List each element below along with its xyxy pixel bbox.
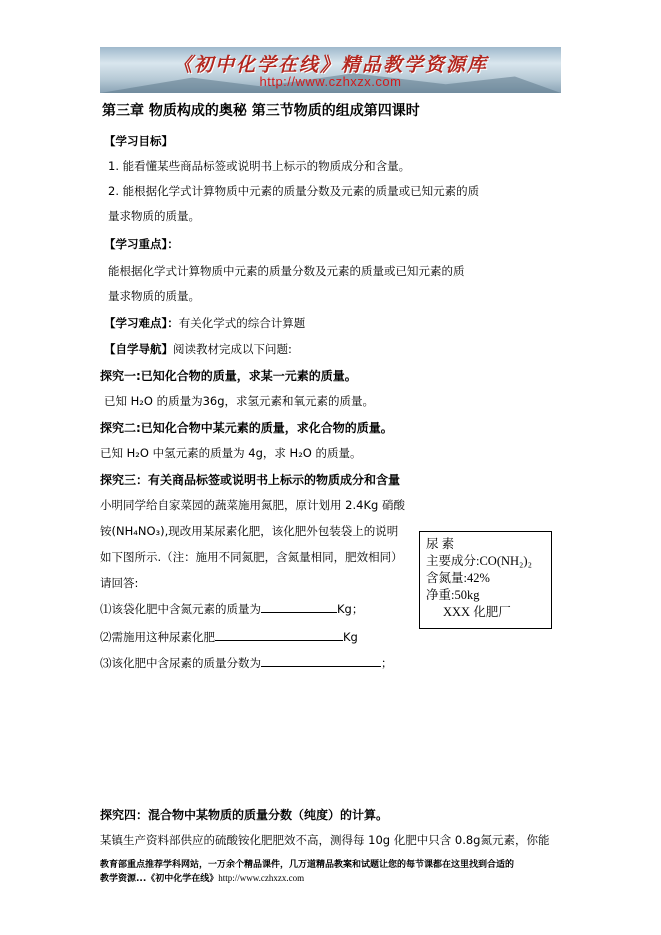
question-2-unit: Kg [343,630,358,644]
answer-blank-1[interactable] [261,601,337,613]
question-2 [100,629,358,645]
focus-text: 能根据化学式计算物质中元素的质量分数及元素的质量或已知元素的质 [108,264,465,278]
explore-3-p3: 如下图所示.（注：施用不同氮肥，含氮量相同，肥效相同） [100,550,403,564]
goal-2: 2. 能根据化学式计算物质中元素的质量分数及元素的质量或已知元素的质 [108,184,480,198]
label-nitrogen: 含氮量:42% [426,571,490,585]
page-title: 第三章 物质构成的奥秘 第三节物质的组成第四课时 [102,103,420,119]
question-1 [100,601,363,617]
explore-2-text: 已知 H₂O 中氢元素的质量为 4g，求 H₂O 的质量。 [100,446,362,460]
question-3-text: ⑶该化肥中含尿素的质量分数为 [100,656,261,670]
label-name: 尿 素 [426,537,455,551]
explore-3-p1: 小明同学给自家菜园的蔬菜施用氮肥，原计划用 2.4Kg 硝酸 [100,498,405,512]
explore-1-title: 探究一:已知化合物的质量，求某一元素的质量。 [100,369,357,383]
label-net-weight: 净重:50kg [426,588,480,602]
footer-line-1: 教育部重点推荐学科网站，一万余个精品课件，几万道精品教案和试题让您的每节课都在这里找到合适的 [100,860,515,870]
selfstudy-label: 【自学导航】 [104,342,173,356]
fertilizer-label-box [419,531,552,629]
question-2-text: ⑵需施用这种尿素化肥 [100,630,215,644]
question-1-text: ⑴该袋化肥中含氮元素的质量为 [100,602,261,616]
label-component: 主要成分:CO(NH₂)₂ [426,554,532,568]
difficulty-text: 有关化学式的综合计算题 [178,316,306,330]
question-3-unit: ； [381,656,393,670]
goal-2-cont: 量求物质的质量。 [108,209,200,223]
focus-text-cont: 量求物质的质量。 [108,289,200,303]
difficulty-label: 【学习难点】： [104,316,179,330]
question-1-unit: Kg； [337,602,364,616]
focus-label: 【学习重点】： [104,237,179,251]
selfstudy-text: 阅读教材完成以下问题: [173,342,292,356]
footer-url[interactable]: http://www.czhxzx.com [218,873,305,883]
explore-3-title: 探究三：有关商品标签或说明书上标示的物质成分和含量 [100,473,401,487]
explore-2-title: 探究二:已知化合物中某元素的质量，求化合物的质量。 [100,421,393,435]
footer-text: 教学资源...《初中化学在线》 [100,874,219,884]
goals-label: 【学习目标】 [104,134,173,148]
explore-3-p2: 铵(NH₄NO₃),现改用某尿素化肥，该化肥外包装袋上的说明 [100,524,399,538]
label-maker: XXX 化肥厂 [443,605,511,619]
difficulty-line [104,315,305,331]
banner-title: 《初中化学在线》精品教学资源库 [172,54,488,76]
explore-1-text: 已知 H₂O 的质量为36g，求氢元素和氧元素的质量。 [104,394,375,408]
explore-4-title: 探究四：混合物中某物质的质量分数（纯度）的计算。 [100,808,389,822]
question-3 [100,655,393,671]
explore-4-text: 某镇生产资料部供应的硫酸铵化肥肥效不高，测得每 10g 化肥中只含 0.8g氮元素，你能 [100,833,550,847]
banner-url[interactable]: http://www.czhxzx.com [259,74,402,89]
explore-3-p4: 请回答: [100,576,139,590]
answer-blank-2[interactable] [215,629,343,641]
footer-line-2 [100,871,304,884]
header-banner [100,47,561,93]
answer-blank-3[interactable] [261,655,381,667]
selfstudy-line [104,341,292,357]
goal-1: 1. 能看懂某些商品标签或说明书上标示的物质成分和含量。 [108,159,411,173]
